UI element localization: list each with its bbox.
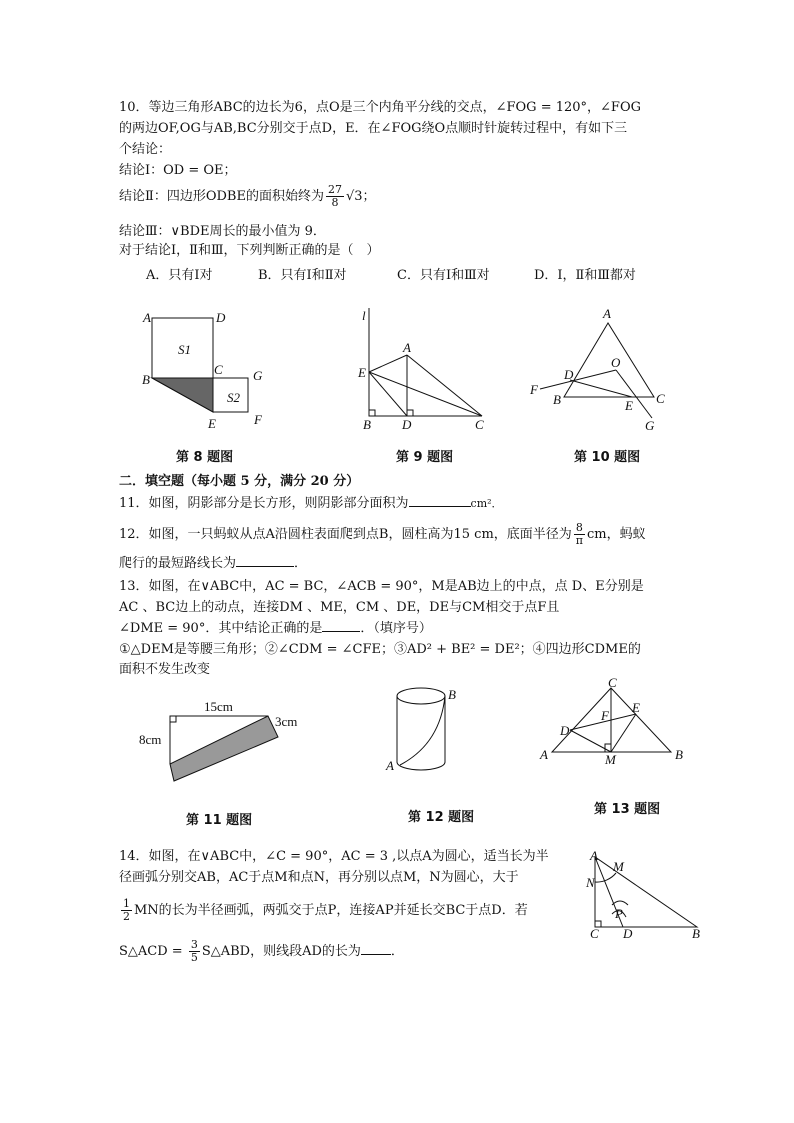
fraction-numerator: 27 xyxy=(327,183,342,196)
fig13-label-f: F xyxy=(601,708,609,723)
fig10-label-e: E xyxy=(625,398,633,413)
q12-text2: 爬行的最短路线长为 xyxy=(119,556,237,571)
fig9-label-d: D xyxy=(402,417,412,432)
fig9-label-e: E xyxy=(358,365,366,380)
fig11-caption: 第 11 题图 xyxy=(186,813,253,828)
q10-option-d: D．Ⅰ，Ⅱ和Ⅲ都对 xyxy=(534,268,636,283)
fig14-label-b: B xyxy=(692,926,700,941)
q13-line4: ①△DEM是等腰三角形；②∠CDM = ∠CFE；③AD² + BE² = DE²；④四边形CDME的 xyxy=(119,642,641,657)
q10-option-c: C．只有Ⅰ和Ⅲ对 xyxy=(397,268,490,283)
q14-text4a: S△ACD = xyxy=(119,944,187,959)
q10-question: 对于结论Ⅰ，Ⅱ和Ⅲ，下列判断正确的是（ ） xyxy=(119,243,380,258)
fig10-label-o: O xyxy=(611,355,621,370)
fraction-numerator: 3 xyxy=(190,938,198,951)
fig9-label-a: A xyxy=(403,340,411,355)
fig13-label-c: C xyxy=(608,675,617,690)
fraction-denominator: 8 xyxy=(331,196,339,209)
q11-unit: cm²． xyxy=(470,497,503,510)
q10-line2: 的两边OF,OG与AB,BC分别交于点D，E．在∠FOG绕O点顺时针旋转过程中，有如下三 xyxy=(119,121,628,136)
fig14-label-m: M xyxy=(613,859,624,874)
fig9-label-l: l xyxy=(362,308,366,323)
fig10-label-a: A xyxy=(603,306,611,321)
fig8-label-a: A xyxy=(143,310,151,325)
q12-text: 12．如图，一只蚂蚁从点A沿圆柱表面爬到点B，圆柱高为15 cm，底面半径为 xyxy=(119,527,572,542)
fig13-label-d: D xyxy=(560,723,570,738)
q14-line1: 14．如图，在∨ABC中，∠C = 90°，AC = 3 ,以点A为圆心，适当长为半 xyxy=(119,849,549,864)
fig8-label-b: B xyxy=(142,372,150,387)
fig14-label-n: N xyxy=(586,875,595,890)
fig12-label-a: A xyxy=(386,758,394,773)
q10-option-b: B．只有Ⅰ和Ⅱ对 xyxy=(258,268,347,283)
fig8-label-d: D xyxy=(216,310,226,325)
q10-conclusion-1: 结论Ⅰ：OD = OE； xyxy=(119,163,237,178)
q10-line1: 10．等边三角形ABC的边长为6，点O是三个内角平分线的交点，∠FOG = 120°，∠FOG xyxy=(119,100,641,115)
fig14-label-p: P xyxy=(615,906,623,921)
fig11-label-right: 3cm xyxy=(275,714,298,729)
fig13-label-a: A xyxy=(540,747,548,762)
q13-line5: 面积不发生改变 xyxy=(119,662,211,677)
fig9-caption: 第 9 题图 xyxy=(396,450,454,465)
fig9-label-c: C xyxy=(475,417,484,432)
fig8-label-g: G xyxy=(253,368,263,383)
fraction-denominator: π xyxy=(575,534,584,547)
fig14-label-a: A xyxy=(590,848,598,863)
fraction-denominator: 5 xyxy=(190,951,198,964)
q13-text3: ∠DME = 90°．其中结论正确的是 xyxy=(119,621,323,636)
fig12-label-b: B xyxy=(448,687,456,702)
q13-line2: AC 、BC边上的动点，连接DM 、ME，CM 、DE，DE与CM相交于点F且 xyxy=(119,600,560,615)
q10-line3: 个结论： xyxy=(119,142,172,157)
fig13-label-b: B xyxy=(675,747,683,762)
fig13-caption: 第 13 题图 xyxy=(594,802,661,817)
fig8-label-s1: S1 xyxy=(178,342,191,357)
fig9-label-b: B xyxy=(363,417,371,432)
fig8-label-s2: S2 xyxy=(227,390,240,405)
q13-text3b: ．（填序号） xyxy=(360,621,432,636)
q14-end: ． xyxy=(390,944,404,959)
q12-end: ． xyxy=(294,556,308,571)
fig14-label-c: C xyxy=(590,926,599,941)
fig10-label-g: G xyxy=(645,418,655,433)
fig13-label-m: M xyxy=(605,752,616,767)
fig8-caption: 第 8 题图 xyxy=(176,450,234,465)
q12-unit-text: cm，蚂蚁 xyxy=(587,527,646,542)
fig14-label-d: D xyxy=(623,926,633,941)
fig11-label-top: 15cm xyxy=(204,699,233,714)
q13-line1: 13．如图，在∨ABC中，AC = BC，∠ACB = 90°，M是AB边上的中点，点 D、E分别是 xyxy=(119,579,644,594)
fig10-label-d: D xyxy=(564,367,574,382)
fraction-numerator: 1 xyxy=(123,897,130,910)
fig8-label-e: E xyxy=(208,416,216,431)
fig10-label-b: B xyxy=(553,392,561,407)
fig12-caption: 第 12 题图 xyxy=(408,810,475,825)
q14-line2: 径画弧分别交AB，AC于点M和点N，再分别以点M，N为圆心，大于 xyxy=(119,870,519,885)
fraction-numerator: 8 xyxy=(574,522,585,535)
q11-question: 11．如图，阴影部分是长方形，则阴影部分面积为 xyxy=(119,496,409,511)
fig10-label-c: C xyxy=(656,391,665,406)
q10-c2-sqrt: √3； xyxy=(345,189,376,204)
q14-text3: MN的长为半径画弧，两弧交于点P，连接AP并延长交BC于点D．若 xyxy=(134,903,528,918)
fig11-label-left: 8cm xyxy=(139,732,162,747)
section-2-heading: 二．填空题（每小题 5 分，满分 20 分） xyxy=(119,474,360,489)
fig8-label-c: C xyxy=(214,362,223,377)
fig8-label-f: F xyxy=(254,412,262,427)
q14-text4b: S△ABD，则线段AD的长为 xyxy=(201,944,361,959)
fig13-label-e: E xyxy=(632,700,640,715)
q10-conclusion-3: 结论Ⅲ：∨BDE周长的最小值为 9． xyxy=(119,224,326,239)
fig10-caption: 第 10 题图 xyxy=(574,450,641,465)
q10-option-a: A．只有Ⅰ对 xyxy=(146,268,213,283)
fraction-denominator: 2 xyxy=(123,910,130,923)
fig10-label-f: F xyxy=(530,382,538,397)
q10-c2-text: 结论Ⅱ：四边形ODBE的面积始终为 xyxy=(119,189,324,204)
